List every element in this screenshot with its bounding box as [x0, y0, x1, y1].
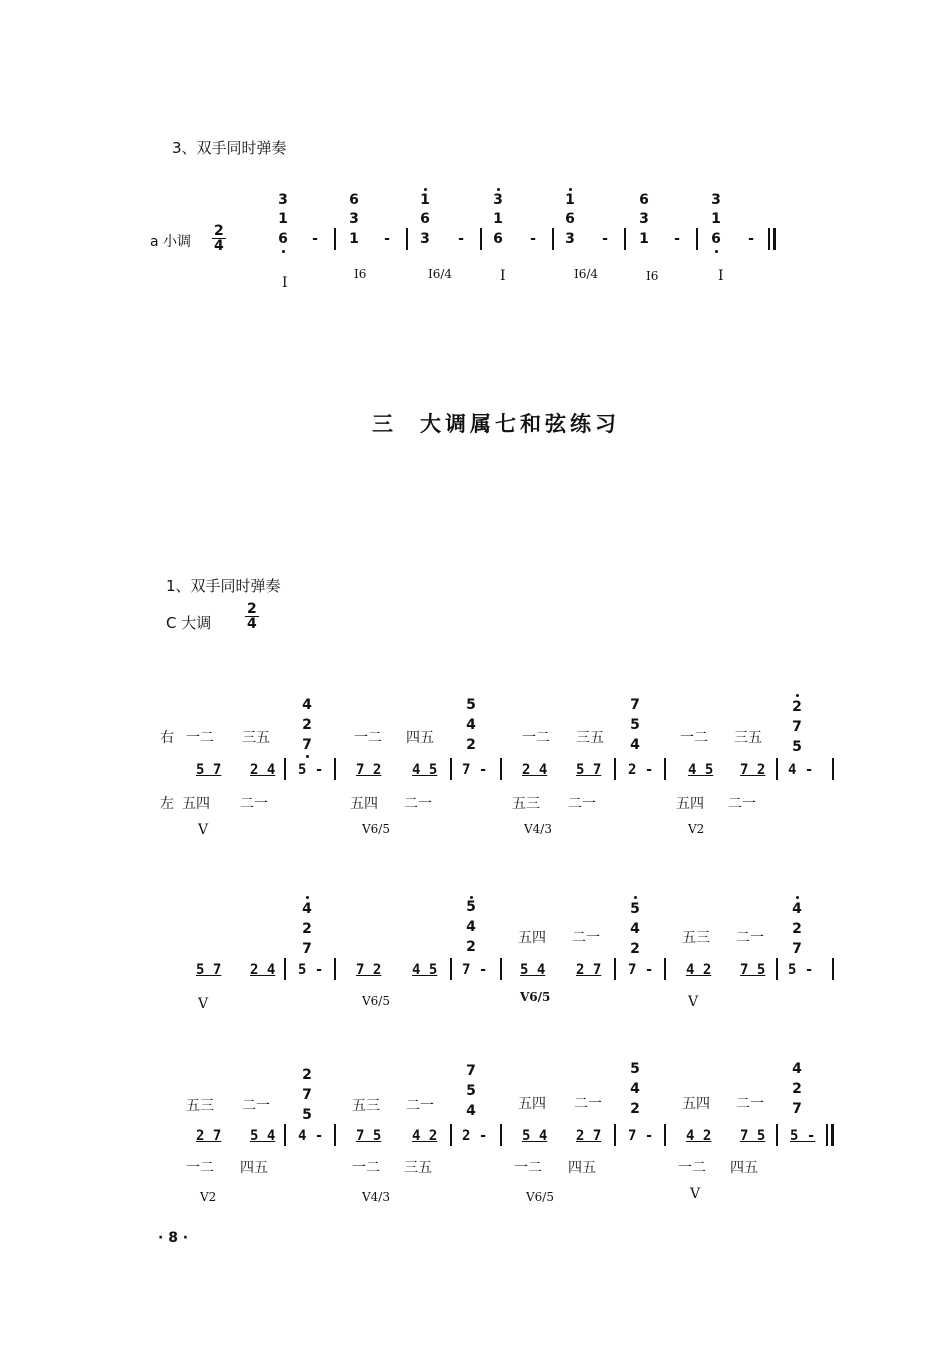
- finger-number: 二一: [574, 1096, 602, 1112]
- chord-note: 1: [565, 192, 575, 208]
- chord-note: 4: [630, 921, 640, 937]
- time-sig-bottom: 4: [247, 616, 257, 632]
- roman-numeral: I: [500, 268, 506, 284]
- bar-line: [450, 958, 452, 980]
- bar-line: [776, 758, 778, 780]
- chord-note: 4: [302, 901, 312, 917]
- roman-numeral: V: [690, 1186, 701, 1202]
- chord-note: 6: [420, 211, 430, 227]
- bar-line: [776, 958, 778, 980]
- chord-note: 2: [302, 717, 312, 733]
- section-b-time-signature: [245, 602, 259, 631]
- chord-note: 5: [466, 899, 476, 915]
- bar-line: [776, 1124, 778, 1146]
- right-hand-label: 右: [160, 730, 174, 746]
- finger-number: 五三: [512, 796, 540, 812]
- chord-note: 7: [630, 697, 640, 713]
- finger-number: 五四: [518, 1096, 546, 1112]
- bar-line: [614, 958, 616, 980]
- finger-number: 一二: [514, 1160, 542, 1176]
- finger-number: 三五: [734, 730, 762, 746]
- note-group: 7 -: [628, 962, 654, 978]
- finger-number: 三五: [242, 730, 270, 746]
- roman-numeral: I6/4: [428, 267, 453, 281]
- section-a-key: a 小调: [150, 234, 192, 250]
- finger-number: 三五: [404, 1160, 432, 1176]
- roman-numeral: I: [282, 275, 288, 291]
- chord-note: 5: [792, 739, 802, 755]
- chord-note: 7: [302, 737, 312, 753]
- bar-line: [614, 1124, 616, 1146]
- chord-note: 3: [493, 192, 503, 208]
- finger-number: 二一: [242, 1098, 270, 1114]
- finger-number: 五三: [682, 930, 710, 946]
- finger-number: 三五: [576, 730, 604, 746]
- chord-note: 3: [565, 231, 575, 247]
- note-group: 7 2: [356, 762, 382, 778]
- chord-note: 7: [792, 719, 802, 735]
- finger-number: 五三: [352, 1098, 380, 1114]
- chord-note: 6: [711, 231, 721, 247]
- roman-numeral: I6: [354, 267, 367, 281]
- note-group: 5 7: [196, 762, 222, 778]
- roman-numeral: V6/5: [362, 994, 390, 1008]
- chord-note: 3: [420, 231, 430, 247]
- bar-line: [832, 758, 834, 780]
- finger-number: 五四: [518, 930, 546, 946]
- final-bar-thick: [773, 228, 776, 250]
- chord-note: 2: [466, 939, 476, 955]
- bar-line: [664, 758, 666, 780]
- finger-number: 五四: [676, 796, 704, 812]
- chord-note: 5: [630, 717, 640, 733]
- finger-number: 二一: [736, 930, 764, 946]
- bar-line: [832, 958, 834, 980]
- note-group: 2 7: [576, 1128, 602, 1144]
- low-octave-dot: [282, 250, 285, 253]
- bar-line: [500, 1124, 502, 1146]
- bar-line: [284, 958, 286, 980]
- note-group: 7 2: [356, 962, 382, 978]
- final-bar-thin: [768, 228, 770, 250]
- note-group: 2 4: [522, 762, 548, 778]
- finger-number: 二一: [406, 1098, 434, 1114]
- chord-note: 2: [630, 1101, 640, 1117]
- chord-note: 5: [630, 1061, 640, 1077]
- note-group: 7 5: [740, 1128, 766, 1144]
- note-group: 5 7: [576, 762, 602, 778]
- finger-number: 五四: [182, 796, 210, 812]
- roman-numeral: V: [688, 994, 699, 1010]
- note-group: 5 4: [520, 962, 546, 978]
- note-group: 4 -: [298, 1128, 324, 1144]
- final-bar-thin: [826, 1124, 828, 1146]
- high-octave-dot: [569, 188, 572, 191]
- note-group: 4 2: [412, 1128, 438, 1144]
- chord-note: 2: [792, 699, 802, 715]
- chord-note: 6: [493, 231, 503, 247]
- bar-line: [284, 1124, 286, 1146]
- note-group: 4 5: [412, 762, 438, 778]
- finger-number: 二一: [568, 796, 596, 812]
- bar-line: [334, 958, 336, 980]
- note-group: 2 -: [628, 762, 654, 778]
- chord-note: 4: [630, 1081, 640, 1097]
- note-group: 5 7: [196, 962, 222, 978]
- high-octave-dot: [424, 188, 427, 191]
- roman-numeral: V2: [200, 1190, 217, 1204]
- dash: -: [312, 231, 318, 247]
- time-sig-top: 2: [247, 601, 257, 617]
- chord-note: 2: [302, 921, 312, 937]
- chord-note: 4: [302, 697, 312, 713]
- chord-note: 1: [278, 211, 288, 227]
- note-group: 5 -: [790, 1128, 816, 1144]
- chord-note: 7: [466, 1063, 476, 1079]
- time-sig-top: 2: [214, 223, 224, 239]
- bar-line: [284, 758, 286, 780]
- finger-number: 五四: [682, 1096, 710, 1112]
- finger-number: 一二: [680, 730, 708, 746]
- roman-numeral: V6/5: [520, 990, 551, 1004]
- bar-line: [664, 1124, 666, 1146]
- section-a-time-signature: [212, 224, 226, 253]
- dash: -: [458, 231, 464, 247]
- finger-number: 二一: [404, 796, 432, 812]
- bar-line: [624, 228, 626, 250]
- final-bar-thick: [831, 1124, 834, 1146]
- chord-note: 6: [349, 192, 359, 208]
- finger-number: 四五: [568, 1160, 596, 1176]
- chord-note: 2: [792, 921, 802, 937]
- finger-number: 一二: [186, 730, 214, 746]
- chord-note: 4: [466, 717, 476, 733]
- page-number: · 8 ·: [158, 1230, 189, 1246]
- bar-line: [334, 228, 336, 250]
- note-group: 5 4: [522, 1128, 548, 1144]
- roman-numeral: I6/4: [574, 267, 599, 281]
- low-octave-dot: [715, 250, 718, 253]
- note-group: 5 -: [298, 962, 324, 978]
- finger-number: 一二: [522, 730, 550, 746]
- chord-note: 4: [792, 1061, 802, 1077]
- finger-number: 四五: [240, 1160, 268, 1176]
- note-group: 4 2: [686, 1128, 712, 1144]
- chord-note: 7: [792, 941, 802, 957]
- note-group: 7 5: [740, 962, 766, 978]
- high-octave-dot: [306, 896, 309, 899]
- roman-numeral: V: [198, 996, 209, 1012]
- roman-numeral: I6: [646, 269, 659, 283]
- note-group: 7 -: [462, 962, 488, 978]
- chord-note: 3: [711, 192, 721, 208]
- bar-line: [500, 758, 502, 780]
- chord-note: 3: [349, 211, 359, 227]
- chord-note: 6: [565, 211, 575, 227]
- chord-note: 5: [466, 697, 476, 713]
- chord-note: 5: [302, 1107, 312, 1123]
- chord-note: 4: [630, 737, 640, 753]
- chord-note: 4: [466, 1103, 476, 1119]
- note-group: 4 2: [686, 962, 712, 978]
- section-b-title: 1、双手同时弹奏: [166, 577, 281, 595]
- high-octave-dot: [796, 896, 799, 899]
- note-group: 2 7: [196, 1128, 222, 1144]
- note-group: 4 5: [688, 762, 714, 778]
- bar-line: [450, 1124, 452, 1146]
- section-a-title: 3、双手同时弹奏: [172, 139, 287, 157]
- chord-note: 1: [711, 211, 721, 227]
- low-octave-dot: [306, 755, 309, 758]
- chord-note: 3: [278, 192, 288, 208]
- chord-note: 2: [302, 1067, 312, 1083]
- finger-number: 四五: [730, 1160, 758, 1176]
- chord-note: 2: [466, 737, 476, 753]
- note-group: 7 5: [356, 1128, 382, 1144]
- finger-number: 二一: [572, 930, 600, 946]
- dash: -: [530, 231, 536, 247]
- high-octave-dot: [796, 694, 799, 697]
- bar-line: [664, 958, 666, 980]
- note-group: 7 -: [628, 1128, 654, 1144]
- note-group: 5 4: [250, 1128, 276, 1144]
- note-group: 7 -: [462, 762, 488, 778]
- section-b-key: C 大调: [166, 614, 212, 632]
- time-sig-bottom: 4: [214, 238, 224, 254]
- bar-line: [696, 228, 698, 250]
- section-heading-number: 三: [372, 412, 397, 436]
- note-group: 2 7: [576, 962, 602, 978]
- note-group: 2 4: [250, 762, 276, 778]
- finger-number: 一二: [352, 1160, 380, 1176]
- note-group: 7 2: [740, 762, 766, 778]
- high-octave-dot: [497, 188, 500, 191]
- note-group: 2 4: [250, 962, 276, 978]
- chord-note: 2: [792, 1081, 802, 1097]
- chord-note: 7: [302, 941, 312, 957]
- roman-numeral: V6/5: [362, 822, 390, 836]
- chord-note: 1: [639, 231, 649, 247]
- left-hand-label: 左: [160, 796, 174, 812]
- finger-number: 二一: [728, 796, 756, 812]
- bar-line: [406, 228, 408, 250]
- chord-note: 7: [792, 1101, 802, 1117]
- bar-line: [480, 228, 482, 250]
- finger-number: 五三: [186, 1098, 214, 1114]
- chord-note: 5: [630, 901, 640, 917]
- dash: -: [748, 231, 754, 247]
- chord-note: 1: [493, 211, 503, 227]
- note-group: 4 -: [788, 762, 814, 778]
- chord-note: 3: [639, 211, 649, 227]
- chord-note: 2: [630, 941, 640, 957]
- chord-note: 6: [639, 192, 649, 208]
- bar-line: [450, 758, 452, 780]
- chord-note: 1: [420, 192, 430, 208]
- finger-number: 一二: [678, 1160, 706, 1176]
- note-group: 5 -: [788, 962, 814, 978]
- roman-numeral: V6/5: [526, 1190, 554, 1204]
- chord-note: 4: [466, 919, 476, 935]
- bar-line: [334, 1124, 336, 1146]
- chord-note: 7: [302, 1087, 312, 1103]
- note-group: 2 -: [462, 1128, 488, 1144]
- dash: -: [674, 231, 680, 247]
- finger-number: 五四: [350, 796, 378, 812]
- dash: -: [602, 231, 608, 247]
- roman-numeral: V: [198, 822, 209, 838]
- high-octave-dot: [634, 896, 637, 899]
- section-heading: 大调属七和弦练习: [420, 412, 620, 436]
- dash: -: [384, 231, 390, 247]
- finger-number: 二一: [736, 1096, 764, 1112]
- chord-note: 6: [278, 231, 288, 247]
- bar-line: [334, 758, 336, 780]
- note-group: 4 5: [412, 962, 438, 978]
- bar-line: [552, 228, 554, 250]
- roman-numeral: I: [718, 268, 724, 284]
- chord-note: 1: [349, 231, 359, 247]
- finger-number: 一二: [354, 730, 382, 746]
- finger-number: 二一: [240, 796, 268, 812]
- chord-note: 4: [792, 901, 802, 917]
- note-group: 5 -: [298, 762, 324, 778]
- finger-number: 一二: [186, 1160, 214, 1176]
- finger-number: 四五: [406, 730, 434, 746]
- roman-numeral: V4/3: [362, 1190, 390, 1204]
- roman-numeral: V4/3: [524, 822, 552, 836]
- chord-note: 5: [466, 1083, 476, 1099]
- bar-line: [614, 758, 616, 780]
- roman-numeral: V2: [688, 822, 705, 836]
- bar-line: [500, 958, 502, 980]
